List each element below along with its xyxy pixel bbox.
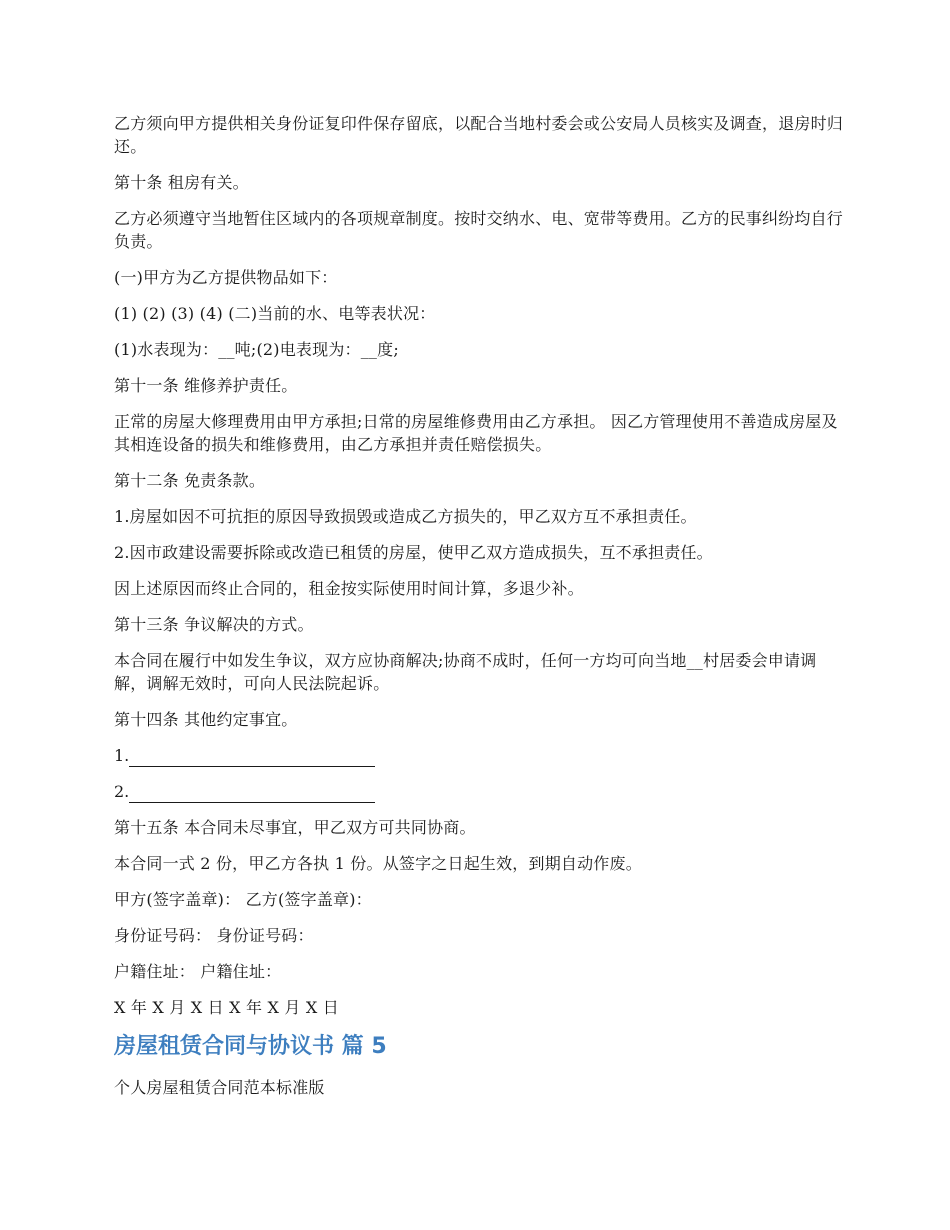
- paragraph: 因上述原因而终止合同的，租金按实际使用时间计算，多退少补。: [114, 579, 584, 598]
- paragraph: 第十四条 其他约定事宜。: [114, 710, 298, 729]
- paragraph: 正常的房屋大修理费用由甲方承担;日常的房屋维修费用由乙方承担。 因乙方管理使用不善造成房屋及其相连设备的损失和维修费用，由乙方承担并责任赔偿损失。: [114, 412, 838, 454]
- blank-item-number: 1.: [114, 746, 130, 765]
- body-section-bottom: [114, 816, 844, 1019]
- paragraph: 第十一条 维修养护责任。: [114, 376, 298, 395]
- paragraph: 身份证号码： 身份证号码：: [114, 926, 314, 945]
- paragraph: (1) (2) (3) (4) (二)当前的水、电等表状况：: [114, 304, 436, 323]
- subtitle-paragraph: 个人房屋租赁合同范本标准版: [114, 1078, 325, 1097]
- document-page: [114, 112, 844, 1112]
- paragraph: 乙方须向甲方提供相关身份证复印件保存留底，以配合当地村委会或公安局人员核实及调查，退房时归还。: [114, 114, 844, 156]
- paragraph: 甲方(签字盖章)： 乙方(签字盖章)：: [114, 890, 372, 909]
- paragraph: 第十三条 争议解决的方式。: [114, 615, 314, 634]
- blank-fill-item: [114, 780, 844, 803]
- paragraph: 本合同一式 2 份，甲乙方各执 1 份。从签字之日起生效，到期自动作废。: [114, 854, 642, 873]
- paragraph: X 年 X 月 X 日 X 年 X 月 X 日: [114, 998, 339, 1017]
- body-section-top: [114, 112, 844, 731]
- paragraph: 第十五条 本合同未尽事宜，甲乙双方可共同协商。: [114, 818, 476, 837]
- paragraph: 本合同在履行中如发生争议，双方应协商解决;协商不成时，任何一方均可向当地__村居委会申请调解，调解无效时，可向人民法院起诉。: [114, 651, 817, 693]
- blank-item-number: 2.: [114, 782, 130, 801]
- paragraph: (1)水表现为：__吨;(2)电表现为：__度;: [114, 340, 399, 359]
- paragraph: 2.因市政建设需要拆除或改造已租赁的房屋，使甲乙双方造成损失，互不承担责任。: [114, 543, 713, 562]
- blank-items-section: [114, 744, 844, 803]
- section-heading: 房屋租赁合同与协议书 篇 5: [114, 1034, 387, 1059]
- paragraph: (一)甲方为乙方提供物品如下：: [114, 268, 338, 287]
- paragraph: 户籍住址： 户籍住址：: [114, 962, 282, 981]
- paragraph: 第十二条 免责条款。: [114, 471, 266, 490]
- paragraph: 乙方必须遵守当地暂住区域内的各项规章制度。按时交纳水、电、宽带等费用。乙方的民事纠纷均自行负责。: [114, 209, 844, 251]
- paragraph: 第十条 租房有关。: [114, 173, 249, 192]
- blank-fill-item: [114, 744, 844, 767]
- fill-in-underline: [129, 786, 375, 803]
- paragraph: 1.房屋如因不可抗拒的原因导致损毁或造成乙方损失的，甲乙双方互不承担责任。: [114, 507, 697, 526]
- fill-in-underline: [129, 750, 375, 767]
